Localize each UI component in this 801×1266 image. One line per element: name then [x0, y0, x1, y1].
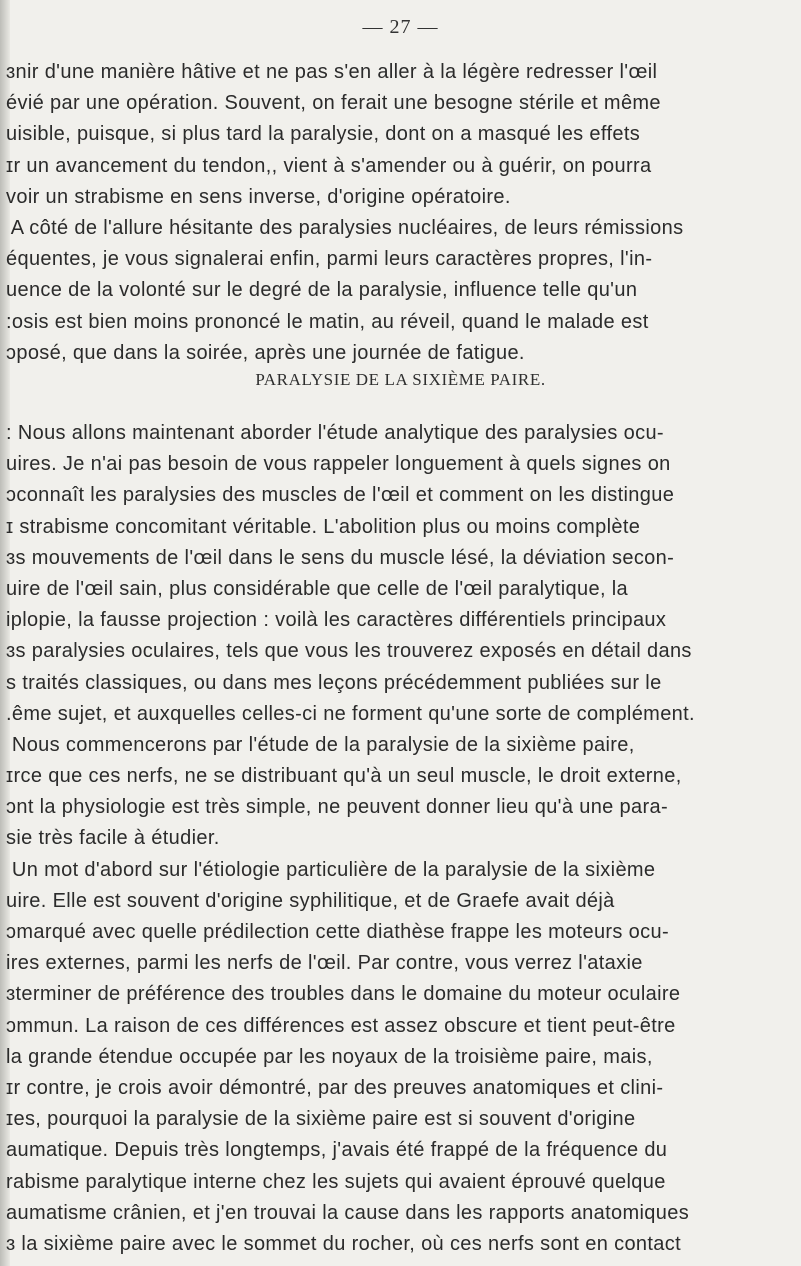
- text-line: ires externes, parmi les nerfs de l'œil. Par contre, vous verrez l'ataxie: [6, 952, 643, 975]
- text-line: .ême sujet, et auxquelles celles-ci ne forment qu'une sorte de complément.: [6, 702, 695, 725]
- text-line: équentes, je vous signalerai enfin, parmi leurs caractères propres, l'in-: [6, 248, 653, 271]
- text-line: uires. Je n'ai pas besoin de vous rappeler longuement à quels signes on: [6, 453, 671, 476]
- text-line: aumatisme crânien, et j'en trouvai la cause dans les rapports anatomiques: [6, 1201, 690, 1224]
- text-line: ɔconnaît les paralysies des muscles de l'œil et comment on les distingue: [6, 484, 675, 507]
- text-line: ɔposé, que dans la soirée, après une journée de fatigue.: [6, 341, 525, 364]
- text-line: aumatique. Depuis très longtemps, j'avais été frappé de la fréquence du: [6, 1139, 668, 1162]
- text-line: uire. Elle est souvent d'origine syphilitique, et de Graefe avait déjà: [6, 889, 615, 912]
- text-line: ɪrce que ces nerfs, ne se distribuant qu'à un seul muscle, le droit externe,: [6, 765, 682, 788]
- text-line: ɔmmun. La raison de ces différences est assez obscure et tient peut-être: [6, 1014, 676, 1037]
- text-line: iplopie, la fausse projection : voilà les caractères différentiels principaux: [6, 609, 667, 632]
- text-line: ɪes, pourquoi la paralysie de la sixième paire est si souvent d'origine: [6, 1108, 636, 1131]
- paragraph-intro: [6, 57, 796, 369]
- text-line: s traités classiques, ou dans mes leçons précédemment publiées sur le: [6, 671, 662, 694]
- text-line: A côté de l'allure hésitante des paralysies nucléaires, de leurs rémissions: [6, 216, 684, 239]
- text-line: Un mot d'abord sur l'étiologie particulière de la paralysie de la sixième: [6, 858, 656, 881]
- text-line: ɜnir d'une manière hâtive et ne pas s'en aller à la légère redresser l'œil: [6, 61, 658, 83]
- text-line: voir un strabisme en sens inverse, d'origine opératoire.: [6, 185, 511, 208]
- text-line: : Nous allons maintenant aborder l'étude analytique des paralysies ocu-: [6, 422, 664, 444]
- text-line: ɪr un avancement du tendon,, vient à s'amender ou à guérir, on pourra: [6, 154, 652, 177]
- text-line: uisible, puisque, si plus tard la paralysie, dont on a masqué les effets: [6, 123, 641, 146]
- text-line: ɜterminer de préférence des troubles dans le domaine du moteur oculaire: [6, 983, 681, 1006]
- text-line: ɪr contre, je crois avoir démontré, par des preuves anatomiques et clini-: [6, 1076, 664, 1099]
- paragraph-body: [6, 418, 796, 1260]
- text-line: ɜs paralysies oculaires, tels que vous les trouverez exposés en détail dans: [6, 640, 692, 663]
- page-number: — 27 —: [362, 16, 439, 38]
- text-line: rabisme paralytique interne chez les sujets qui avaient éprouvé quelque: [6, 1170, 666, 1193]
- text-line: Nous commencerons par l'étude de la paralysie de la sixième paire,: [6, 733, 635, 756]
- text-line: évié par une opération. Souvent, on ferait une besogne stérile et même: [6, 92, 661, 115]
- text-line: ɔmarqué avec quelle prédilection cette diathèse frappe les moteurs ocu-: [6, 921, 669, 943]
- text-line: ɜs mouvements de l'œil dans le sens du muscle lésé, la déviation secon-: [6, 546, 675, 569]
- text-line: ɔnt la physiologie est très simple, ne peuvent donner lieu qu'à une para-: [6, 796, 668, 819]
- text-line: ɪ strabisme concomitant véritable. L'abolition plus ou moins complète: [6, 515, 641, 538]
- text-line: sie très facile à étudier.: [6, 827, 220, 850]
- text-line: ɜ la sixième paire avec le sommet du rocher, où ces nerfs sont en contact: [6, 1232, 682, 1255]
- section-heading: PARALYSIE DE LA SIXIÈME PAIRE.: [255, 370, 546, 389]
- text-line: uence de la volonté sur le degré de la paralysie, influence telle qu'un: [6, 279, 638, 302]
- text-line: :osis est bien moins prononcé le matin, au réveil, quand le malade est: [6, 310, 649, 333]
- text-line: uire de l'œil sain, plus considérable que celle de l'œil paralytique, la: [6, 577, 629, 600]
- text-line: la grande étendue occupée par les noyaux de la troisième paire, mais,: [6, 1045, 653, 1068]
